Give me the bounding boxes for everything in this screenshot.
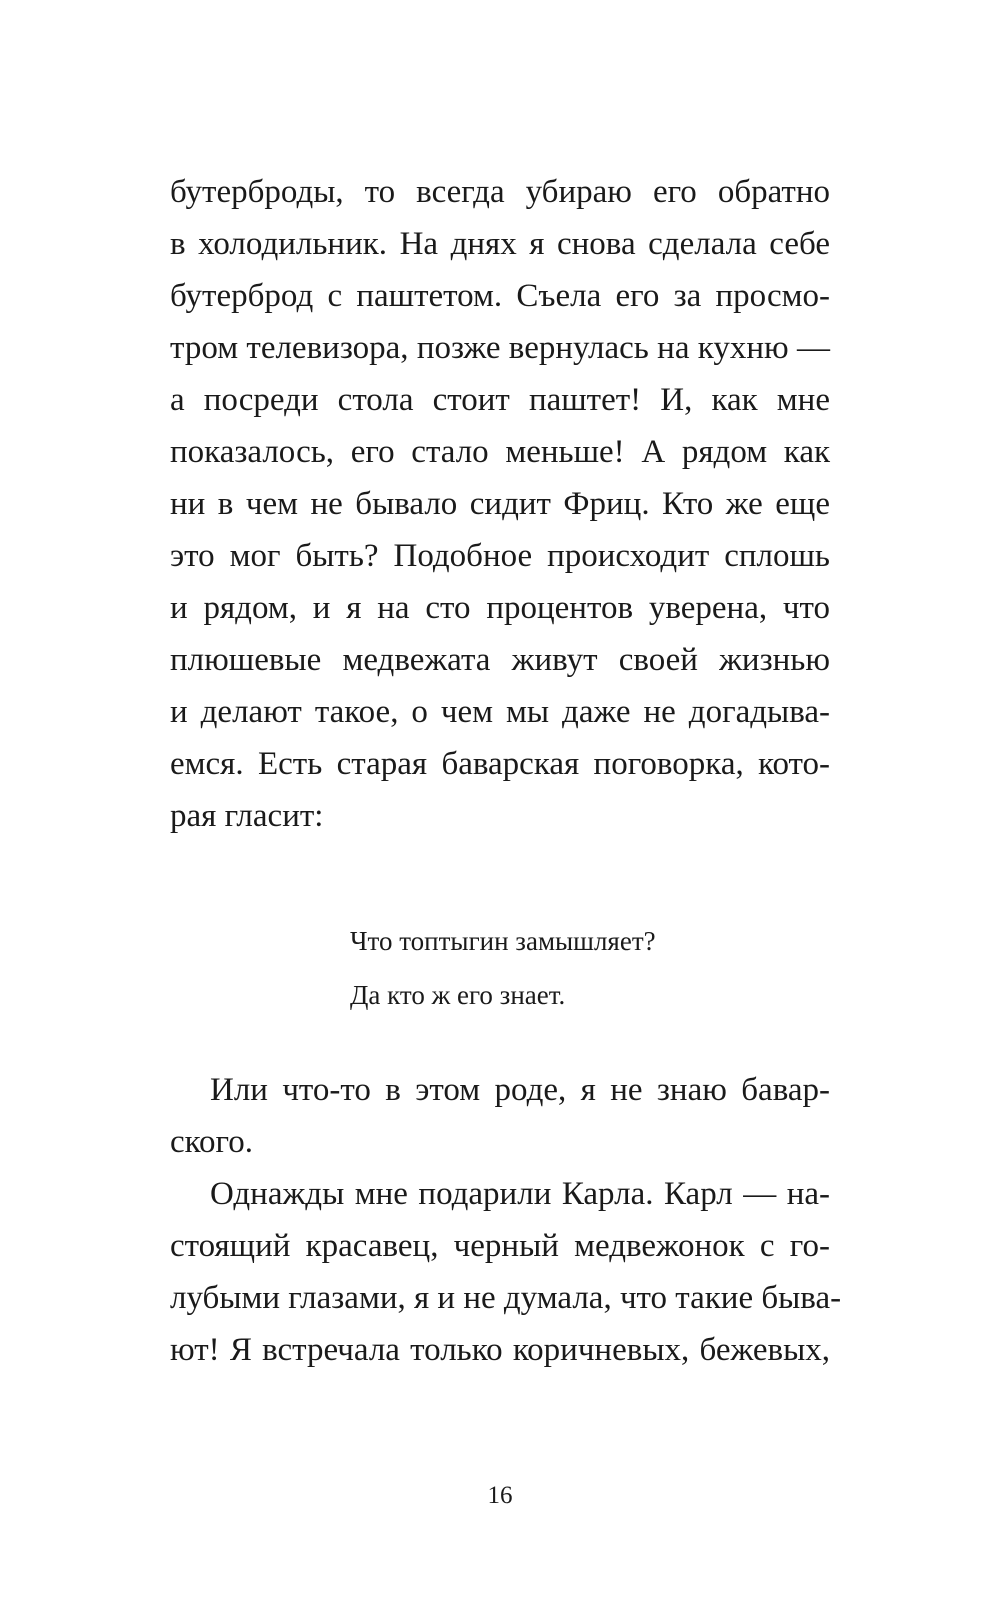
text-line: а посреди стола стоит паштет! И, как мне	[170, 382, 830, 418]
text-line: в холодильник. На днях я снова сделала себе	[170, 226, 830, 262]
paragraph-1	[170, 166, 830, 842]
text-line: стоящий красавец, черный медвежонок с го-	[170, 1228, 830, 1264]
text-line: бутерброды, то всегда убираю его обратно	[170, 174, 830, 210]
text-line: лубыми глазами, я и не думала, что такие быва-	[170, 1280, 842, 1316]
text-line: бутерброд с паштетом. Съела его за просмо-	[170, 278, 830, 314]
verse-line: Что топтыгин замышляет?	[350, 926, 656, 956]
paragraph-2	[170, 1064, 830, 1168]
text-line: это мог быть? Подобное происходит сплошь	[170, 538, 830, 574]
text-line: показалось, его стало меньше! А рядом как	[170, 434, 830, 470]
text-line: емся. Есть старая баварская поговорка, кото-	[170, 746, 830, 782]
text-line: Однажды мне подарили Карла. Карл — на-	[210, 1176, 830, 1212]
paragraph-3	[170, 1168, 842, 1376]
verse-quote	[350, 914, 656, 1022]
text-line: ни в чем не бывало сидит Фриц. Кто же еще	[170, 486, 830, 522]
text-line: и рядом, и я на сто процентов уверена, что	[170, 590, 830, 626]
verse-line: Да кто ж его знает.	[350, 980, 566, 1010]
text-line: плюшевые медвежата живут своей жизнью	[170, 642, 830, 678]
text-line: тром телевизора, позже вернулась на кухню —	[170, 330, 830, 366]
text-line: ского.	[170, 1124, 253, 1160]
page-number: 16	[487, 1482, 513, 1509]
text-line: Или что-то в этом роде, я не знаю бавар-	[210, 1072, 830, 1108]
text-line: ют! Я встречала только коричневых, бежевых,	[170, 1332, 830, 1368]
text-line: и делают такое, о чем мы даже не догадыва-	[170, 694, 830, 730]
text-line: рая гласит:	[170, 798, 324, 834]
